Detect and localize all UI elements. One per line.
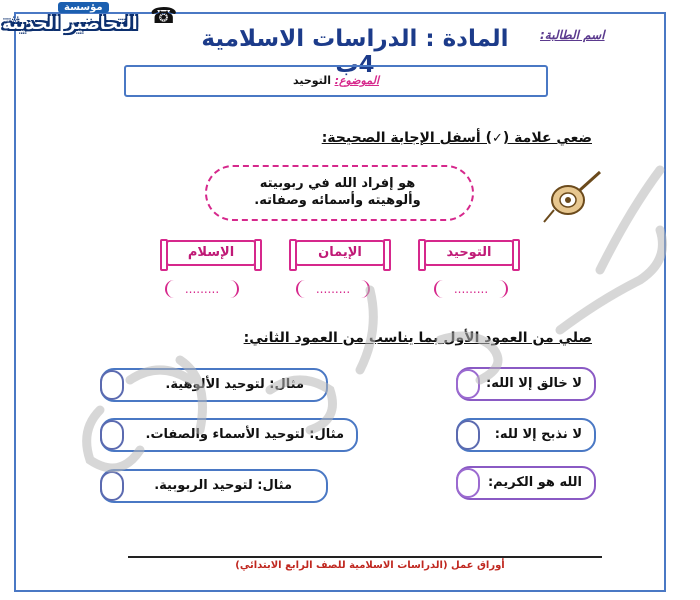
definition-text bbox=[215, 175, 460, 209]
left-item-2[interactable] bbox=[100, 418, 358, 452]
right-item-3[interactable] bbox=[456, 466, 596, 500]
definition-line-1: هو إفراد الله في ربوبيته bbox=[259, 176, 416, 191]
logo-top-text: مؤسسة bbox=[58, 2, 109, 13]
left-item-1[interactable] bbox=[100, 368, 328, 402]
pen-icon bbox=[540, 166, 604, 226]
right-item-2-cap bbox=[456, 420, 480, 450]
page-frame bbox=[14, 12, 666, 592]
topic-label: الموضوع: bbox=[334, 74, 379, 87]
right-item-1-text: لا خالق إلا الله: bbox=[486, 376, 582, 391]
right-item-2-text: لا نذبح إلا لله: bbox=[494, 427, 582, 442]
left-item-1-text: مثال: لتوحيد الألوهية. bbox=[165, 377, 304, 392]
phone-icon: ☎ bbox=[150, 4, 178, 29]
publisher-logo bbox=[0, 0, 190, 48]
question-1-suffix: ) أسفل الإجابة الصحيحة: bbox=[321, 130, 492, 146]
topic-box bbox=[124, 65, 548, 97]
right-item-3-text: الله هو الكريم: bbox=[487, 475, 582, 490]
answer-slot-iman[interactable]: ......... bbox=[296, 280, 370, 298]
topic-value: التوحيد bbox=[293, 74, 332, 87]
choice-tawheed[interactable]: التوحيد bbox=[424, 240, 514, 266]
left-item-3[interactable] bbox=[100, 469, 328, 503]
footer-text: أوراق عمل (الدراسات الاسلامية للصف الرابع الابتدائي) bbox=[235, 560, 505, 571]
answer-slot-tawheed[interactable]: ......... bbox=[434, 280, 508, 298]
footer-divider bbox=[128, 556, 602, 558]
checkmark-icon: ✓ bbox=[492, 131, 503, 146]
right-item-2[interactable] bbox=[456, 418, 596, 452]
question-1-prefix: ضعي علامة ( bbox=[502, 130, 592, 146]
left-item-3-text: مثال: لتوحيد الربوبية. bbox=[154, 478, 292, 493]
subject-title: المادة : الدراسات الاسلامية 4ب bbox=[201, 26, 509, 78]
student-name-label: اسم الطالبة: bbox=[540, 28, 605, 42]
question-1-instruction bbox=[270, 130, 592, 146]
definition-line-2: وألوهيته وأسمائه وصفاته. bbox=[254, 193, 421, 208]
right-item-1-cap bbox=[456, 369, 480, 399]
right-item-3-cap bbox=[456, 468, 480, 498]
logo-main-text: التحاضير الحديثة bbox=[2, 14, 138, 34]
left-item-2-text: مثال: لتوحيد الأسماء والصفات. bbox=[145, 427, 344, 442]
answer-slot-islam[interactable]: ......... bbox=[165, 280, 239, 298]
left-item-1-cap bbox=[100, 370, 124, 400]
right-item-1[interactable] bbox=[456, 367, 596, 401]
question-2-instruction: صلي من العمود الأول بما يناسب من العمود الثاني: bbox=[243, 330, 592, 346]
choice-islam[interactable]: الإسلام bbox=[166, 240, 256, 266]
choice-iman[interactable]: الإيمان bbox=[295, 240, 385, 266]
left-item-2-cap bbox=[100, 420, 124, 450]
left-item-3-cap bbox=[100, 471, 124, 501]
